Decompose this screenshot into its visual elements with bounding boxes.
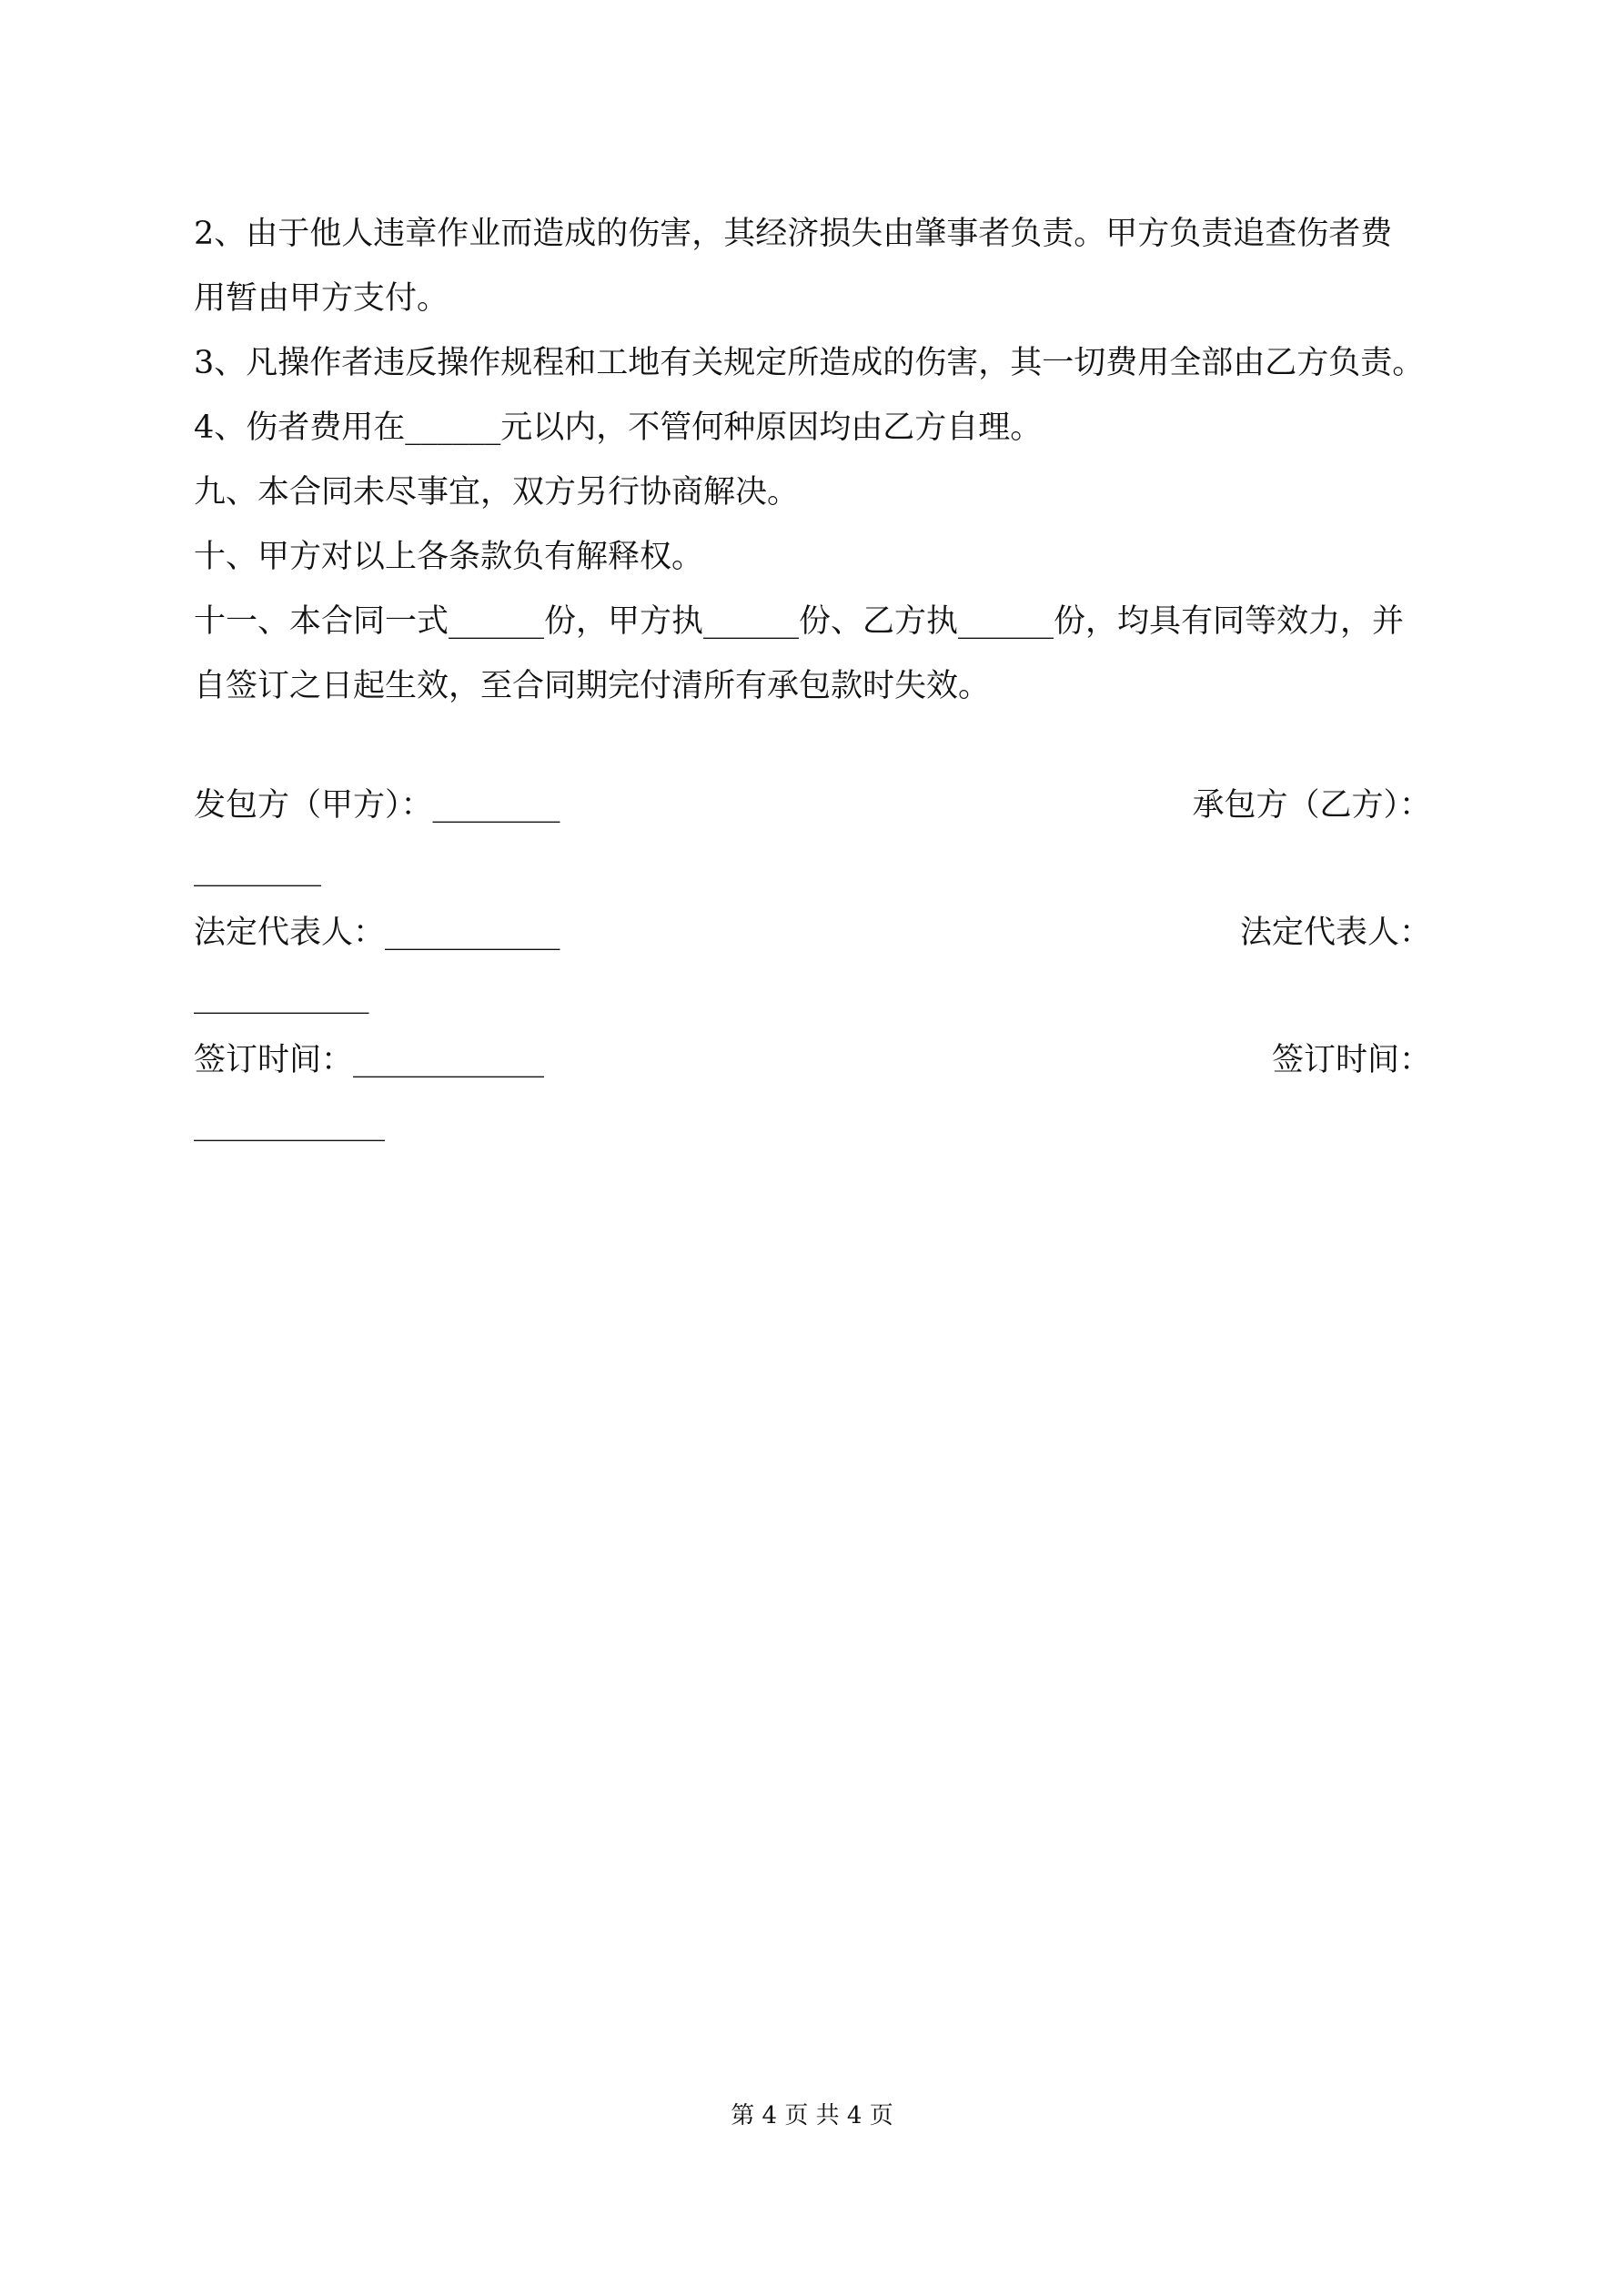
article-11-line-2: 自签订之日起生效，至合同期完付清所有承包款时失效。 — [194, 668, 991, 704]
party-a-label: 发包方（甲方）：________ — [194, 787, 560, 824]
rep-b-blank: ___________ — [194, 978, 369, 1015]
party-b-blank: ________ — [194, 851, 321, 887]
page-number: 第 4 页 共 4 页 — [731, 2102, 893, 2129]
party-b-label: 承包方（乙方）： — [1192, 787, 1431, 824]
contract-body — [194, 202, 1431, 719]
clause-2-line-1: 2、由于他人违章作业而造成的伤害，其经济损失由肇事者负责。甲方负责追查伤者费 — [194, 216, 1393, 252]
article-9: 九、本合同未尽事宜，双方另行协商解决。 — [194, 474, 800, 511]
article-11-line-1: 十一、本合同一式______份，甲方执______份、乙方执______份，均具有同等效力，并 — [194, 603, 1405, 640]
date-b-blank: ____________ — [194, 1106, 385, 1142]
date-row — [194, 1028, 1431, 1092]
signature-section — [194, 774, 1431, 1156]
article-10: 十、甲方对以上各条款负有解释权。 — [194, 539, 704, 575]
date-b-label: 签订时间： — [1271, 1042, 1431, 1078]
rep-b-label: 法定代表人： — [1239, 915, 1431, 951]
clause-3: 3、凡操作者违反操作规程和工地有关规定所造成的伤害，其一切费用全部由乙方负责。 — [194, 345, 1425, 381]
party-row — [194, 774, 1431, 837]
rep-a-label: 法定代表人：___________ — [194, 915, 560, 951]
date-a-label: 签订时间：____________ — [194, 1042, 545, 1078]
clause-4: 4、伤者费用在______元以内，不管何种原因均由乙方自理。 — [194, 410, 1043, 446]
representative-row — [194, 901, 1431, 965]
clause-2-line-2: 用暂由甲方支付。 — [194, 280, 449, 317]
